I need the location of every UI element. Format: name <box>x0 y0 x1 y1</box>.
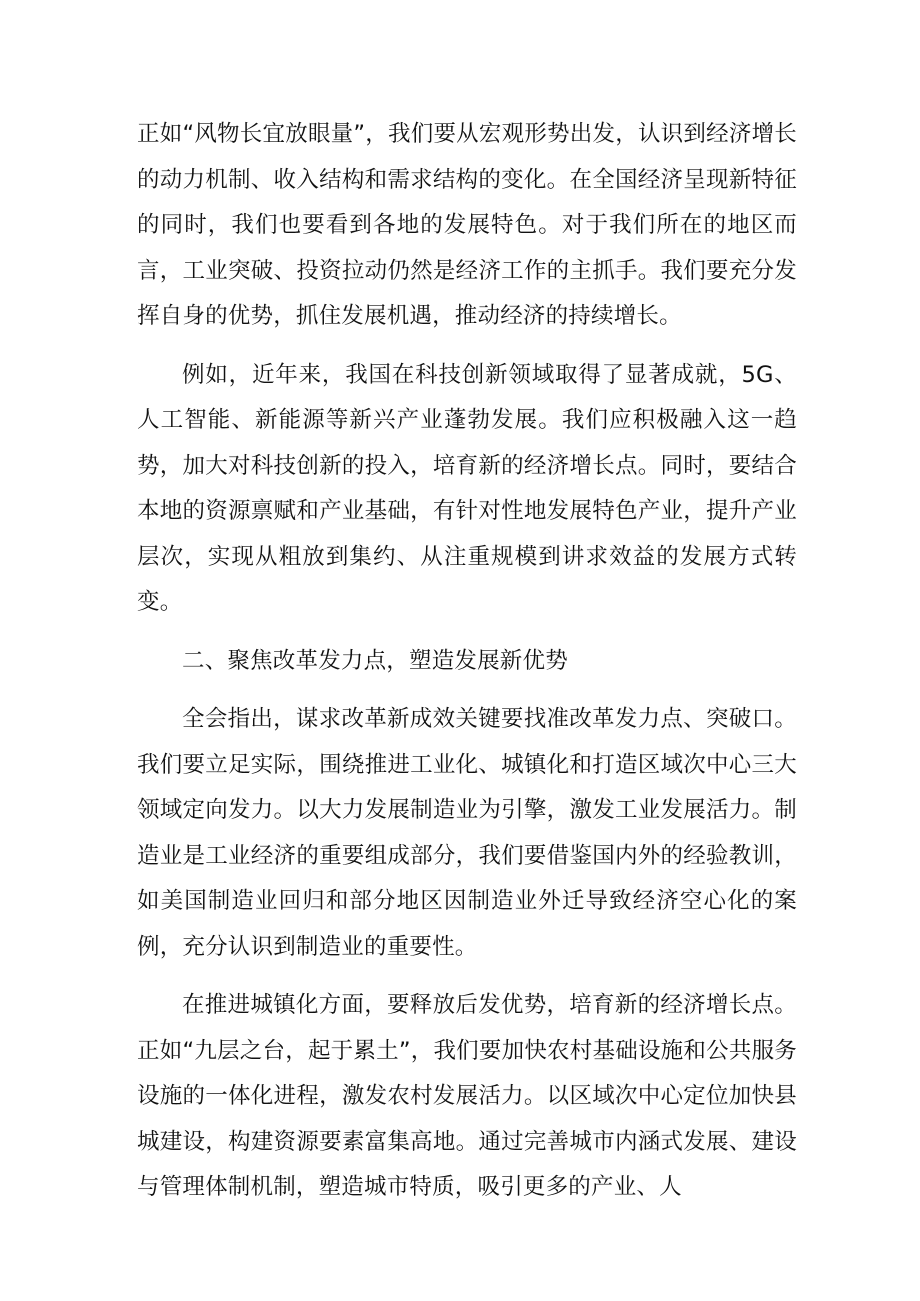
paragraph-tech-innovation: 例如，近年来，我国在科技创新领域取得了显著成就，5G、人工智能、新能源等新兴产业蓬勃发展。我们应积极融入这一趋势，加大对科技创新的投入，培育新的经济增长点。同时，要结合本地的资源禀赋和产业基础，有针对性地发展特色产业，提升产业层次，实现从粗放到集约、从注重规模到讲求效益的发展方式转变。 <box>137 361 797 615</box>
document-body <box>137 112 797 1224</box>
paragraph-reform-focus: 全会指出，谋求改革新成效关键要找准改革发力点、突破口。我们要立足实际，围绕推进工业化、城镇化和打造区域次中心三大领域定向发力。以大力发展制造业为引擎，激发工业发展活力。制造业是工业经济的重要组成部分，我们要借鉴国内外的经验教训，如美国制造业回归和部分地区因制造业外迁导致经济空心化的案例，充分认识到制造业的重要性。 <box>137 706 797 960</box>
paragraph-urbanization: 在推进城镇化方面，要释放后发优势，培育新的经济增长点。正如“九层之台，起于累土”，我们要加快农村基础设施和公共服务设施的一体化进程，激发农村发展活力。以区域次中心定位加快县城建设，构建资源要素富集高地。通过完善城市内涵式发展、建设与管理体制机制，塑造城市特质，吸引更多的产业、人 <box>137 992 797 1200</box>
section-heading-reform: 二、聚焦改革发力点，塑造发展新优势 <box>182 647 568 674</box>
paragraph-macro-view: 正如“风物长宜放眼量”，我们要从宏观形势出发，认识到经济增长的动力机制、收入结构和需求结构的变化。在全国经济呈现新特征的同时，我们也要看到各地的发展特色。对于我们所在的地区而言，工业突破、投资拉动仍然是经济工作的主抓手。我们要充分发挥自身的优势，抓住发展机遇，推动经济的持续增长。 <box>137 121 797 329</box>
